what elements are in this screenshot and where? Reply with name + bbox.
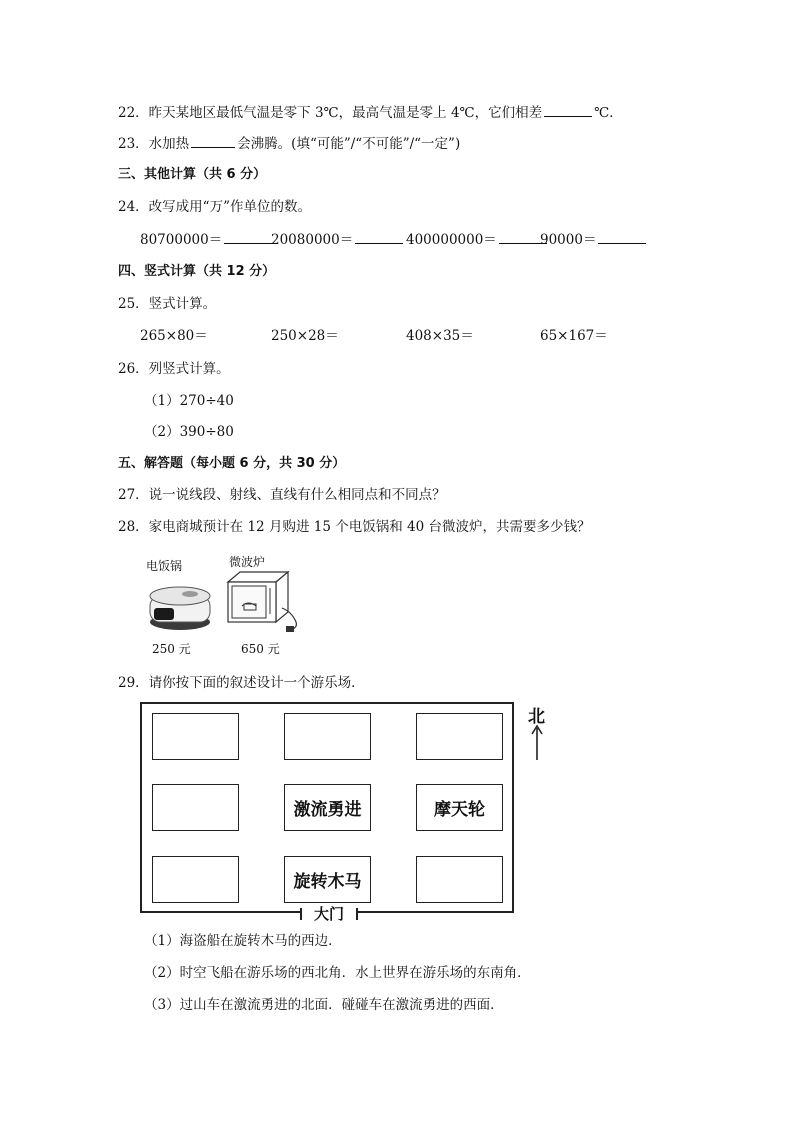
q23-text-rest: 会沸腾。(填“可能”/“不可能”/“一定”)	[237, 136, 461, 152]
rice-cooker-icon	[146, 582, 214, 632]
park-slot-center: 激流勇进	[284, 784, 371, 831]
calc-item: 65×167＝	[540, 328, 608, 344]
north-label: 北	[528, 707, 545, 727]
question-24: 24．改写成用“万”作单位的数。	[118, 199, 311, 215]
calc-subitem: （1）270÷40	[144, 393, 234, 409]
clue-item: （1）海盗船在旋转木马的西边．	[144, 933, 342, 949]
park-slot-w[interactable]	[152, 784, 239, 831]
convert-expression: 90000＝	[540, 232, 597, 248]
price-label: 250 元	[152, 642, 191, 656]
q22-unit: ℃．	[594, 105, 623, 121]
section-heading: 三、其他计算（共 6 分）	[118, 167, 267, 182]
convert-expression: 20080000＝	[271, 232, 354, 248]
calc-item: 265×80＝	[140, 328, 208, 344]
convert-item-2	[271, 231, 405, 249]
answer-blank[interactable]	[598, 231, 646, 244]
convert-expression: 400000000＝	[406, 232, 497, 248]
microwave-icon	[222, 568, 306, 638]
park-slot-sw[interactable]	[152, 856, 239, 903]
question-28: 28．家电商城预计在 12 月购进 15 个电饭锅和 40 台微波炉，共需要多少钱？	[118, 519, 591, 535]
park-slot-e: 摩天轮	[416, 784, 503, 831]
question-27: 27．说一说线段、射线、直线有什么相同点和不同点？	[118, 487, 446, 503]
convert-expression: 80700000＝	[140, 232, 223, 248]
clue-item: （3）过山车在激流勇进的北面．碰碰车在激流勇进的西面．	[144, 997, 504, 1013]
park-slot-nw[interactable]	[152, 713, 239, 760]
north-arrow-icon	[530, 724, 544, 762]
answer-blank[interactable]	[355, 231, 403, 244]
q22-text: 22．昨天某地区最低气温是零下 3℃，最高气温是零上 4℃，它们相差	[118, 105, 543, 121]
q23-text: 23．水加热	[118, 136, 190, 152]
park-slot-n[interactable]	[284, 713, 371, 760]
question-25: 25．竖式计算。	[118, 296, 217, 312]
answer-blank[interactable]	[544, 104, 592, 117]
park-slot-ne[interactable]	[416, 713, 503, 760]
answer-blank[interactable]	[224, 231, 272, 244]
convert-item-3	[406, 231, 549, 249]
clue-item: （2）时空飞船在游乐场的西北角．水上世界在游乐场的东南角．	[144, 965, 531, 981]
convert-item-4	[540, 231, 648, 249]
question-29: 29．请你按下面的叙述设计一个游乐场．	[118, 675, 365, 691]
appliance-label: 微波炉	[229, 555, 266, 569]
park-slot-se[interactable]	[416, 856, 503, 903]
park-slot-s: 旋转木马	[284, 856, 371, 903]
price-label: 650 元	[241, 642, 280, 656]
answer-blank[interactable]	[191, 135, 235, 148]
convert-item-1	[140, 231, 274, 249]
section-heading: 五、解答题（每小题 6 分，共 30 分）	[118, 456, 346, 471]
question-23	[118, 135, 460, 153]
calc-subitem: （2）390÷80	[144, 424, 234, 440]
calc-item: 250×28＝	[271, 328, 339, 344]
section-heading: 四、竖式计算（共 12 分）	[118, 264, 276, 279]
park-gate: 大门	[300, 904, 358, 922]
question-22	[118, 104, 623, 122]
appliance-label: 电饭锅	[146, 559, 183, 573]
question-26: 26．列竖式计算。	[118, 361, 230, 377]
calc-item: 408×35＝	[406, 328, 474, 344]
